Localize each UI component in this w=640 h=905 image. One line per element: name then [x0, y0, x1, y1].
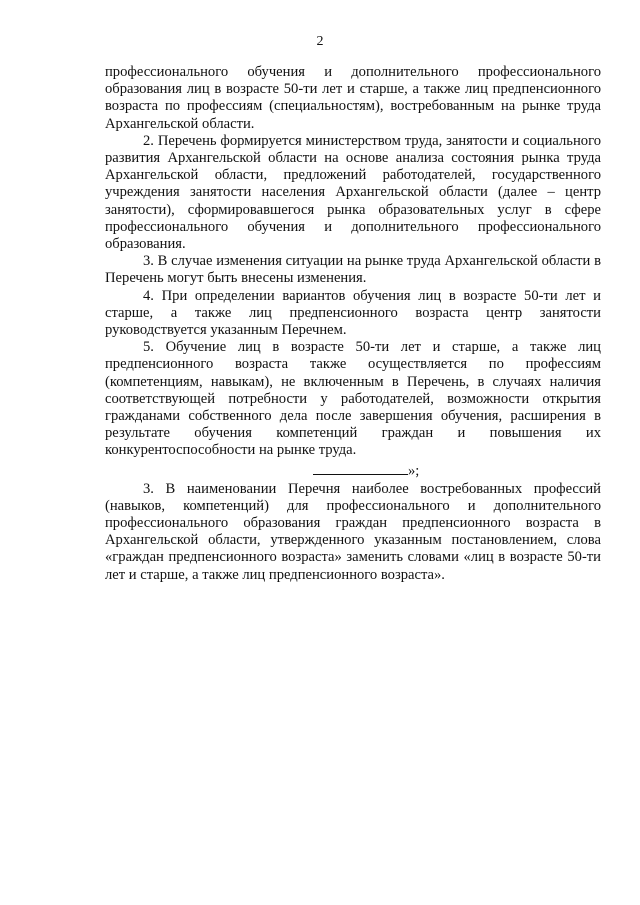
- closing-quote: »;: [408, 462, 420, 479]
- paragraph-amendment-3: 3. В наименовании Перечня наиболее востребованных профессий (навыков, компетенций) для профессионального и дополнительного профессионального образования граждан предпенсионного возраста в Архангельской области, утвержденного указанным постановлением, слова «граждан предпенсионного возраста» заменить словами «лиц в возрасте 50-ти лет и старше, а также лиц предпенсионного возраста».: [105, 480, 601, 583]
- page-number: 2: [316, 34, 324, 49]
- paragraph-continuation: профессионального обучения и дополнительного профессионального образования лиц в возрасте 50-ти лет и старше, а также лиц предпенсионного возраста по профессиям (специальностям), востребованным на рынке труда Архангельской области.: [105, 64, 601, 132]
- paragraph-item-2: 2. Перечень формируется министерством труда, занятости и социального развития Архангельской области на основе анализа состояния рынка труда Архангельской области, предложений работодателей, государственного учреждения занятости населения Архангельской области (далее – центр занятости), сформировавшегося рынка образовательных услуг в сфере профессионального обучения и дополнительного профессионального образования.: [105, 132, 601, 253]
- closing-underline: [313, 460, 408, 475]
- paragraph-item-3: 3. В случае изменения ситуации на рынке труда Архангельской области в Перечень могут быть внесены изменения.: [105, 253, 601, 287]
- document-body: [105, 64, 601, 584]
- paragraph-item-5: 5. Обучение лиц в возрасте 50-ти лет и старше, а также лиц предпенсионного возраста также осуществляется по профессиям (компетенциям, навыкам), не включенным в Перечень, в случаях наличия соответствующей потребности у работодателей, возможности открытия гражданами собственного дела после завершения обучения, расширения в результате обучения компетенций граждан и повышения их конкурентоспособности на рынке труда.: [105, 339, 601, 459]
- closing-line: [105, 460, 601, 481]
- paragraph-item-4: 4. При определении вариантов обучения лиц в возрасте 50-ти лет и старше, а также лиц предпенсионного возраста центр занятости руководствуется указанным Перечнем.: [105, 287, 601, 339]
